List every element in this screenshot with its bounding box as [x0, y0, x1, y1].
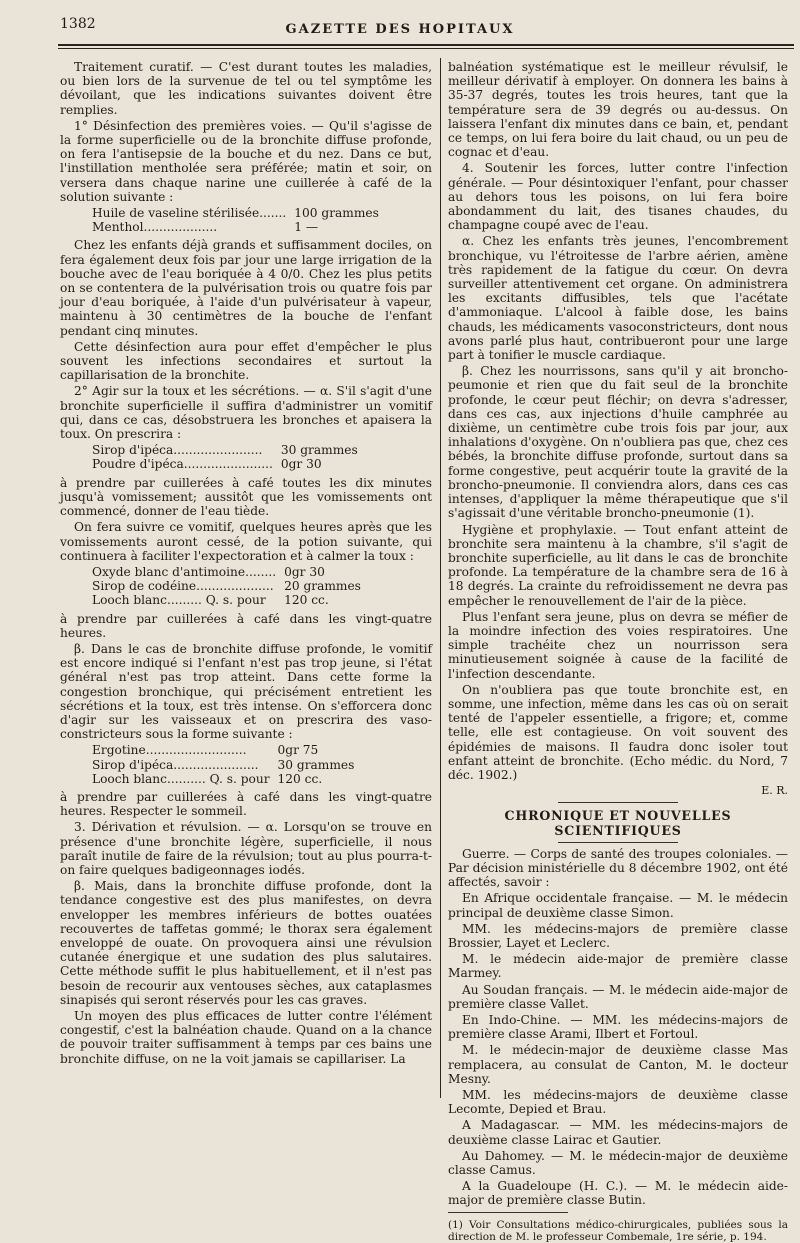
right-column	[448, 60, 788, 1243]
rx-qty: 30 grammes	[277, 757, 355, 772]
paragraph: Guerre. — Corps de santé des troupes coloniales. — Par décision ministérielle du 8 décembre 1902, ont été affectés, savoir :	[448, 846, 788, 890]
paragraph: balnéation systématique est le meilleur révulsif, le meilleur dérivatif à employer. On donnera les bains à 35-37 degrés, toutes les trois heures, tant que la température sera de 39 degrés ou au-dessus. On laissera l'enfant dix minutes dans ce bain, et, pendant ce temps, on lui fera boire du lait chaud, ou un peu de cognac et d'eau.	[448, 60, 788, 160]
paragraph: Plus l'enfant sera jeune, plus on devra se méfier de la moindre infection des voies respiratoires. Une simple trachéite chez un nourrisson sera minutieusement soignée à cause de la facilité de l'infection descendante.	[448, 609, 788, 681]
rx-qty: 0gr 75	[277, 743, 319, 758]
paragraph: Un moyen des plus efficaces de lutter contre l'élément congestif, c'est la balnéation chaude. Quand on a la chance de pouvoir traiter suffisamment à temps par ces bains une bronchite diffuse, on ne la voit jamais se capillariser. La	[60, 1009, 432, 1066]
prescription-3	[88, 565, 365, 608]
section-rule	[558, 802, 678, 803]
paragraph: α. Chez les enfants très jeunes, l'encombrement bronchique, vu l'étroitesse de l'arbre aérien, amène très rapidement de la fatigue du cœur. On devra surveiller attentivement cet organe. On administrera les excitants diffusibles, tels que l'acétate d'ammoniaque. L'alcool à faible dose, les bains chauds, les médicaments vasoconstricteurs, dont nous avons parlé plus haut, contribueront pour une large part à tonifier le muscle cardiaque.	[448, 234, 788, 363]
rx-qty: 120 cc.	[277, 771, 323, 786]
rx-item: Poudre d'ipéca.......................	[92, 457, 273, 472]
rx-item: Oxyde blanc d'antimoine........	[92, 564, 277, 579]
rx-item: Sirop de codéine....................	[92, 579, 274, 594]
paragraph: 3. Dérivation et révulsion. — α. Lorsqu'on se trouve en présence d'une bronchite légère, superficielle, il nous paraît inutile de faire de la révulsion; tout au plus pourra-t-on faire quelques badigeonnages iodés.	[60, 820, 432, 877]
paragraph: MM. les médecins-majors de première classe Brossier, Layet et Leclerc.	[448, 921, 788, 950]
rx-item: Huile de vaseline stérilisée.......	[92, 206, 287, 221]
paragraph: β. Mais, dans la bronchite diffuse profonde, dont la tendance congestive est des plus manifestes, on devra envelopper les membres inférieurs de bottes ouatées recouvertes de taffetas gommé; le thorax sera également enveloppé de ouate. On provoquera ainsi une révulsion cutanée énergique et une sudation des plus salutaires. Cette méthode suffit le plus habituellement, et il n'est pas besoin de recourir aux ventouses sèches, aux cataplasmes sinapisés qui seront réservés pour les cas graves.	[60, 879, 432, 1007]
paragraph: En Indo-Chine. — MM. les médecins-majors de première classe Arami, Ilbert et Fortoul.	[448, 1013, 788, 1042]
rx-qty: 120 cc.	[284, 593, 329, 608]
prescription-1	[88, 206, 383, 234]
paragraph: Traitement curatif. — C'est durant toutes les maladies, ou bien lors de la survenue de tel ou tel symptôme les dévoilant, que les indications suivantes doivent être remplies.	[60, 60, 432, 117]
header-rule-thin	[58, 48, 794, 49]
paragraph: à prendre par cuillerées à café dans les vingt-quatre heures.	[60, 611, 432, 640]
rx-item: Sirop d'ipéca......................	[92, 757, 259, 772]
rx-item: Ergotine..........................	[92, 743, 247, 758]
paragraph: A Madagascar. — MM. les médecins-majors de deuxième classe Lairac et Gautier.	[448, 1118, 788, 1147]
rx-item: Menthol...................	[92, 220, 218, 235]
rx-item: Looch blanc.......... Q. s. pour	[92, 771, 270, 786]
paragraph: Chez les enfants déjà grands et suffisamment dociles, on fera également deux fois par jour une large irrigation de la bouche avec de l'eau boriquée à 4 0/0. Chez les plus petits on se contentera de la pulvérisation trois ou quatre fois par jour d'eau boriquée, à l'aide d'un pulvérisateur à vapeur, maintenu à 30 centimètres de la bouche de l'enfant pendant cinq minutes.	[60, 238, 432, 338]
rx-qty: 0gr 30	[284, 564, 325, 579]
paragraph: Au Dahomey. — M. le médecin-major de deuxième classe Camus.	[448, 1148, 788, 1178]
paragraph: MM. les médecins-majors de deuxième classe Lecomte, Depied et Brau.	[448, 1088, 788, 1117]
prescription-4	[88, 743, 358, 786]
section-rule	[558, 842, 678, 843]
rx-qty: 20 grammes	[284, 579, 361, 594]
rx-qty: 0gr 30	[280, 457, 322, 472]
footnote-rule	[448, 1212, 568, 1213]
paragraph: β. Dans le cas de bronchite diffuse profonde, le vomitif est encore indiqué si l'enfant n'est pas trop jeune, si l'état général n'est pas trop atteint. Dans cette forme la congestion bronchique, qui précisément entretient les sécrétions et la toux, est très intense. On s'efforcera donc d'agir sur les vaisseaux et on prescrira des vaso-constricteurs sous la forme suivante :	[60, 641, 432, 742]
paragraph: à prendre par cuillerées à café toutes les dix minutes jusqu'à vomissement; aussitôt que les vomissements ont commencé, donner de l'eau tiède.	[60, 475, 432, 519]
paragraph: Hygiène et prophylaxie. — Tout enfant atteint de bronchite sera maintenu à la chambre, s'il s'agit de bronchite superficielle, au lit dans le cas de bronchite profonde. La température de la chambre sera de 16 à 18 degrés. La crainte du refroidissement ne devra pas empêcher le renouvellement de l'air de la pièce.	[448, 522, 788, 608]
footnote: (1) Voir Consultations médico-chirurgicales, publiées sous la direction de M. le professeur Combemale, 1re série, p. 194.	[448, 1218, 788, 1243]
signature: E. R.	[761, 784, 788, 798]
column-divider	[440, 58, 441, 1098]
paragraph: Cette désinfection aura pour effet d'empêcher le plus souvent les infections secondaires et surtout la capillarisation de la bronchite.	[60, 339, 432, 383]
paragraph: 4. Soutenir les forces, lutter contre l'infection générale. — Pour désintoxiquer l'enfant, pour chasser au dehors tous les poisons, on lui fera boire abondamment du lait, des tisanes chaudes, du champagne coupé avec de l'eau.	[448, 161, 788, 233]
paragraph: On n'oubliera pas que toute bronchite est, en somme, une infection, même dans les cas où on serait tenté de l'appeler essentielle, a frigore; et, comme telle, elle est contagieuse. On voit souvent des épidémies de maisons. Il faudra donc isoler tout enfant atteint de bronchite. (Echo médic. du Nord, 7 déc. 1902.)	[448, 682, 788, 782]
paragraph: M. le médecin-major de deuxième classe Mas remplacera, au consulat de Canton, M. le docteur Mesny.	[448, 1043, 788, 1086]
paragraph: à prendre par cuillerées à café dans les vingt-quatre heures. Respecter le sommeil.	[60, 789, 432, 819]
paragraph: En Afrique occidentale française. — M. le médecin principal de deuxième classe Simon.	[448, 891, 788, 920]
paragraph: M. le médecin aide-major de première classe Marmey.	[448, 952, 788, 981]
rx-item: Looch blanc......... Q. s. pour	[92, 593, 266, 608]
header-rule	[58, 44, 794, 46]
paragraph: A la Guadeloupe (H. C.). — M. le médecin aide-major de première classe Butin.	[448, 1179, 788, 1208]
paragraph: β. Chez les nourrissons, sans qu'il y ait broncho-peumonie et rien que du fait seul de la bronchite profonde, le cœur peut fléchir; on devra s'adresser, dans ces cas, aux injections d'huile camphrée au dixième, un centimètre cube trois fois par jour, aux inhalations d'oxygène. On n'oubliera pas que, chez ces bébés, la bronchite diffuse profonde, surtout dans sa forme congestive, peut acquérir toute la gravité de la broncho-pneumonie. Il conviendra alors, dans ces cas intenses, d'appliquer la même thérapeutique que s'il s'agissait d'une véritable broncho-pneumonie (1).	[448, 364, 788, 521]
prescription-2	[88, 443, 362, 471]
rx-item: Sirop d'ipéca.......................	[92, 443, 263, 458]
left-column	[60, 60, 432, 1068]
section-heading: CHRONIQUE ET NOUVELLES SCIENTIFIQUES	[504, 808, 732, 838]
running-head: GAZETTE DES HOPITAUX	[285, 22, 515, 37]
rx-qty: 1 —	[294, 220, 319, 235]
paragraph: Au Soudan français. — M. le médecin aide-major de première classe Vallet.	[448, 982, 788, 1011]
paragraph: 1° Désinfection des premières voies. — Qu'il s'agisse de la forme superficielle ou de la bronchite diffuse profonde, on fera l'antisepsie de la bouche et du nez. Dans ce but, l'instillation mentholée sera préférée; matin et soir, on versera dans chaque narine une cuillerée à café de la solution suivante :	[60, 118, 432, 204]
rx-qty: 100 grammes	[294, 206, 379, 221]
rx-qty: 30 grammes	[280, 443, 358, 458]
page-number: 1382	[60, 16, 96, 32]
paragraph: On fera suivre ce vomitif, quelques heures après que les vomissements auront cessé, de la potion suivante, qui continuera à faciliter l'expectoration et à calmer la toux :	[60, 520, 432, 563]
paragraph: 2° Agir sur la toux et les sécrétions. — α. S'il s'agit d'une bronchite superficielle il suffira d'administrer un vomitif qui, dans ce cas, désobstruera les bronches et apaisera la toux. On prescrira :	[60, 384, 432, 442]
